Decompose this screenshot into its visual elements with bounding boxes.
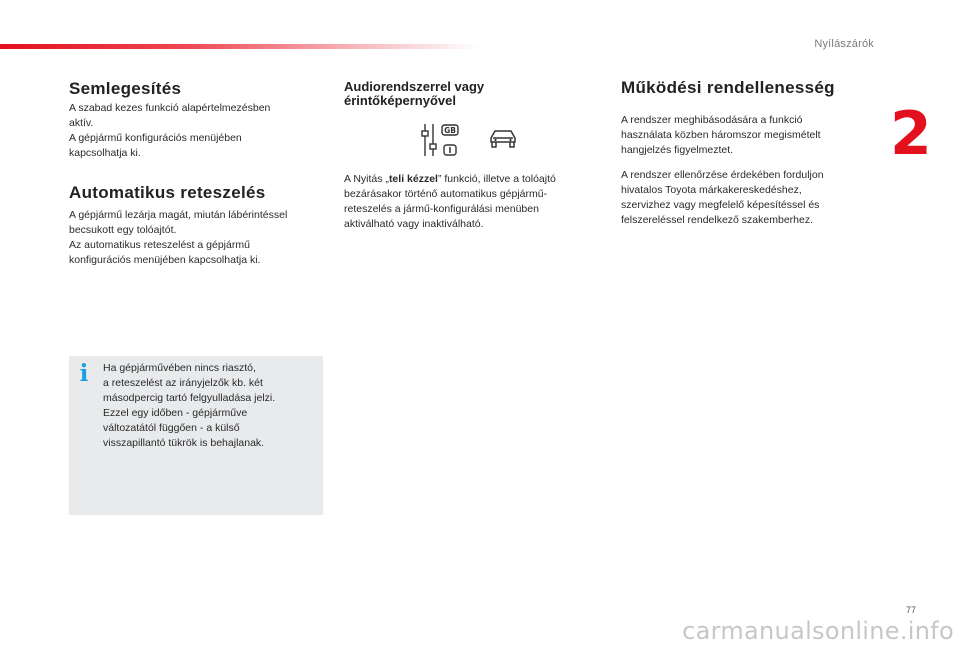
watermark: carmanualsonline.info [682,617,954,645]
info-text: Ha gépjárművében nincs riasztó, a reteszelést az irányjelzők kb. két másodpercig tartó felgyulladása jelzi. Ezzel egy időben - gépjárműve változatától függően - a külső visszapillantó tükrök is behajlanak. [103,362,276,449]
page-number: 77 [905,605,916,615]
section-name: Nyílászárók [814,38,874,50]
paragraph-audio-system: A Nyitás „teli kézzel” funkció, illetve a tolóajtó bezárásakor történő automatikus gépjármű- reteszelés a jármű-konfigurálási menüben aktiválható vagy inaktiválható. [344,173,556,230]
heading-malfunction: Működési rendellenesség [621,78,835,97]
paragraph-autolock: A gépjármű lezárja magát, miután lábérintéssel becsukott egy tolóajtót. Az automatikus reteszelést a gépjármű konfigurációs menüjében kapcsolhatja ki. [69,209,288,266]
svg-text:I: I [448,146,452,155]
heading-audio-system: Audiorendszerrel vagy érintőképernyővel [344,79,485,108]
heading-autolock: Automatikus reteszelés [69,183,266,202]
chapter-number: 2 [890,99,932,169]
header-accent-bar [0,44,480,49]
svg-text:GB: GB [444,126,456,135]
paragraph-malfunction-1: A rendszer meghibásodására a funkció használata közben háromszor megismételt hangjelzés figyelmeztet. [621,114,821,156]
info-box [69,356,323,515]
heading-neutralize: Semlegesítés [69,79,182,98]
car-icon [488,128,518,150]
paragraph-malfunction-2: A rendszer ellenőrzése érdekében forduljon hivatalos Toyota márkakereskedéshez, szervizhez vagy megfelelő képesítéssel és felszereléssel rendelkező szakemberhez. [621,169,824,226]
paragraph-neutralize: A szabad kezes funkció alapértelmezésben aktív. A gépjármű konfigurációs menüjében kapcsolhatja ki. [69,102,271,159]
bold-term: teli kézzel [388,173,438,185]
audio-settings-gb-icon [421,122,461,158]
info-icon: i [79,360,89,387]
